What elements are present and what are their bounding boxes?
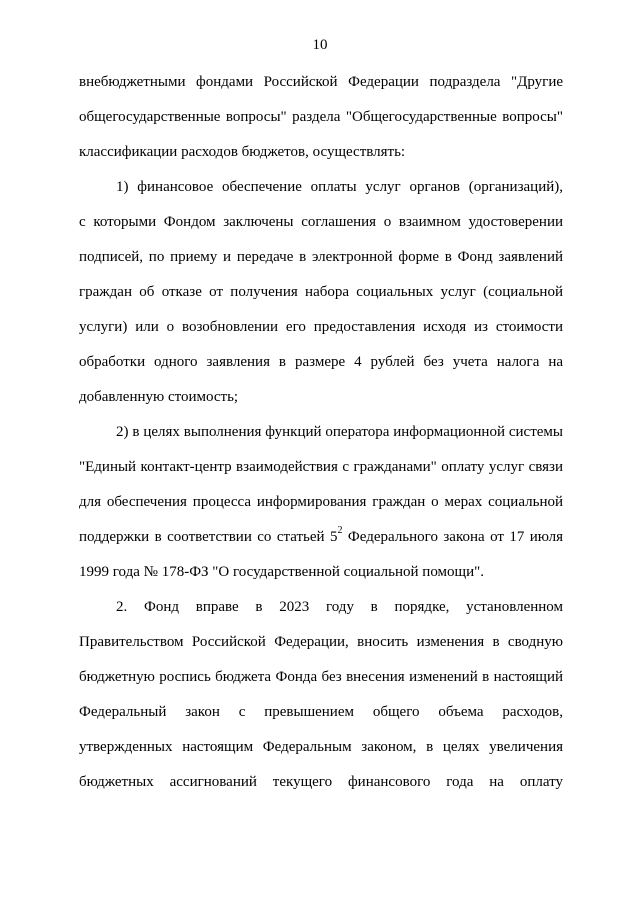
- page-number: 10: [312, 37, 328, 53]
- text-line: с которыми Фондом заключены соглашения о взаимном удостоверении: [79, 214, 563, 230]
- text-line: услуги) или о возобновлении его предоставления исходя из стоимости: [79, 319, 563, 335]
- text-line: 1999 года № 178-ФЗ "О государственной социальной помощи".: [79, 564, 484, 580]
- paragraph-first-line: 2) в целях выполнения функций оператора информационной системы: [116, 424, 563, 440]
- text-line: утвержденных настоящим Федеральным законом, в целях увеличения: [79, 739, 563, 755]
- superscript: 2: [337, 525, 343, 536]
- text-line: подписей, по приему и передаче в электронной форме в Фонд заявлений: [79, 249, 563, 265]
- text-line: граждан об отказе от получения набора социальных услуг (социальной: [79, 284, 563, 300]
- text-line: внебюджетными фондами Российской Федерации подраздела "Другие: [79, 74, 563, 90]
- text-line: Правительством Российской Федерации, вносить изменения в сводную: [79, 634, 563, 650]
- text-line: бюджетную роспись бюджета Фонда без внесения изменений в настоящий: [79, 669, 563, 685]
- text-line: обработки одного заявления в размере 4 рублей без учета налога на: [79, 354, 563, 370]
- text-line: добавленную стоимость;: [79, 389, 239, 405]
- paragraph-first-line: 1) финансовое обеспечение оплаты услуг органов (организаций),: [116, 179, 563, 195]
- text-line: классификации расходов бюджетов, осуществлять:: [79, 144, 406, 160]
- text-line: общегосударственные вопросы" раздела "Общегосударственные вопросы": [79, 109, 563, 125]
- text-segment: поддержки в соответствии со статьей 5: [79, 529, 338, 545]
- text-line: "Единый контакт-центр взаимодействия с гражданами" оплату услуг связи: [79, 459, 563, 475]
- text-line: Федеральный закон с превышением общего объема расходов,: [79, 704, 563, 720]
- text-segment: Федерального закона от 17 июля: [342, 529, 563, 545]
- text-line: для обеспечения процесса информирования граждан о мерах социальной: [79, 494, 563, 510]
- paragraph-first-line: 2. Фонд вправе в 2023 году в порядке, установленном: [116, 599, 563, 615]
- text-line: бюджетных ассигнований текущего финансового года на оплату: [79, 774, 563, 790]
- text-line-with-superscript: [79, 525, 563, 546]
